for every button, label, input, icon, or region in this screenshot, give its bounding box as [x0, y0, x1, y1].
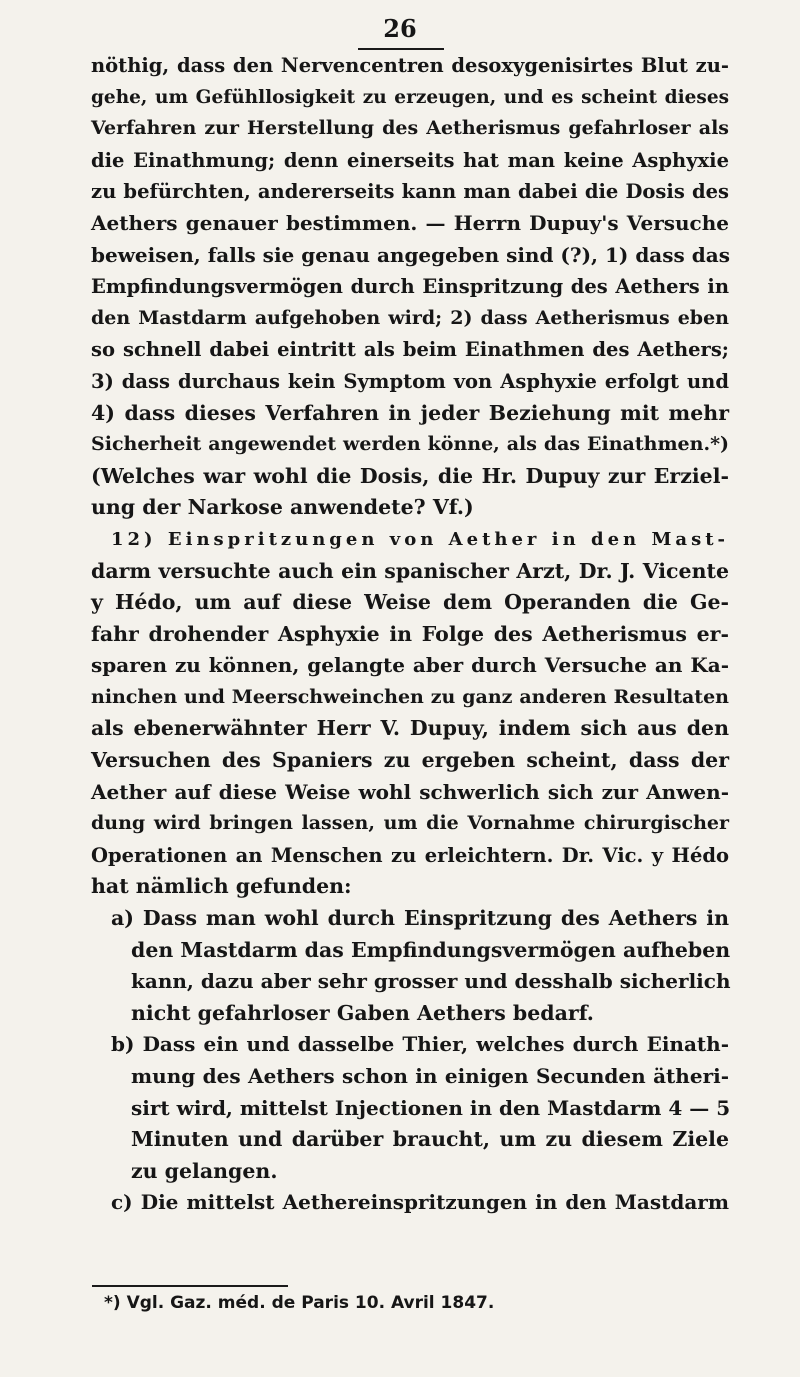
text-line: sparen zu können, gelangte aber durch Versuche an Ka-: [91, 653, 729, 678]
text-line: die Einathmung; denn einerseits hat man keine Asphyxie: [91, 148, 729, 172]
text-line: y Hédo, um auf diese Weise dem Operanden die Ge-: [91, 590, 729, 615]
text-line: 3) dass durchaus kein Symptom von Asphyxie erfolgt und: [91, 369, 729, 393]
body-text: [91, 50, 729, 1219]
list-item-c: c) Die mittelst Aethereinspritzungen in den Mastdarm: [111, 1190, 729, 1215]
list-item-b: b) Dass ein und dasselbe Thier, welches durch Einath-: [111, 1032, 729, 1057]
text-line: Verfahren zur Herstellung des Aetherismus gefahrloser als: [91, 117, 729, 140]
text-line: sirt wird, mittelst Injectionen in den Mastdarm 4 — 5: [131, 1095, 731, 1120]
text-line: nicht gefahrloser Gaben Aethers bedarf.: [131, 1000, 594, 1025]
text-line: gehe, um Gefühllosigkeit zu erzeugen, und es scheint dieses: [91, 86, 729, 108]
text-line: zu gelangen.: [131, 1158, 278, 1183]
footnote: *) Vgl. Gaz. méd. de Paris 10. Avril 1847.: [104, 1293, 495, 1313]
text-line: den Mastdarm aufgehoben wird; 2) dass Aetherismus eben: [91, 306, 729, 329]
text-line: Aethers genauer bestimmen. — Herrn Dupuy's Versuche: [91, 210, 729, 235]
text-line: Versuchen des Spaniers zu ergeben scheint, dass der: [91, 748, 729, 773]
text-line: zu befürchten, andererseits kann man dabei die Dosis des: [91, 180, 729, 204]
text-line: nöthig, dass den Nervencentren desoxygenisirtes Blut zu-: [91, 54, 729, 77]
text-line: den Mastdarm das Empfindungsvermögen aufheben: [131, 937, 731, 962]
page-number: 26: [383, 14, 417, 43]
text-line: beweisen, falls sie genau angegeben sind (?), 1) dass das: [91, 242, 730, 267]
text-line: fahr drohender Asphyxie in Folge des Aetherismus er-: [91, 621, 729, 646]
text-line: mung des Aethers schon in einigen Secunden ätheri-: [131, 1064, 729, 1088]
text-line: dung wird bringen lassen, um die Vornahme chirurgischer: [91, 812, 729, 835]
text-line: ung der Narkose anwendete? Vf.): [91, 495, 474, 520]
text-line: darm versuchte auch ein spanischer Arzt, Dr. J. Vicente: [91, 558, 729, 583]
text-line: (Welches war wohl die Dosis, die Hr. Dupuy zur Erziel-: [91, 463, 729, 488]
text-line: kann, dazu aber sehr grosser und desshalb sicherlich: [131, 969, 731, 994]
footnote-rule: [92, 1285, 288, 1287]
text-line: Aether auf diese Weise wohl schwerlich sich zur Anwen-: [91, 779, 729, 804]
text-line: 4) dass dieses Verfahren in jeder Beziehung mit mehr: [91, 400, 729, 425]
text-line: ninchen und Meerschweinchen zu ganz anderen Resultaten: [91, 685, 729, 708]
list-item-a: a) Dass man wohl durch Einspritzung des Aethers in: [111, 906, 729, 931]
text-line: Operationen an Menschen zu erleichtern. Dr. Vic. y Hédo: [91, 843, 729, 867]
text-line: Minuten und darüber braucht, um zu diesem Ziele: [131, 1127, 729, 1152]
text-line: hat nämlich gefunden:: [91, 874, 352, 899]
section-heading-line: 12) Einspritzungen von Aether in den Mast-: [111, 528, 729, 550]
text-line: so schnell dabei eintritt als beim Einathmen des Aethers;: [91, 338, 729, 362]
text-line: Empfindungsvermögen durch Einspritzung des Aethers in: [91, 275, 729, 299]
text-line: als ebenerwähnter Herr V. Dupuy, indem sich aus den: [91, 716, 729, 741]
text-line: Sicherheit angewendet werden könne, als das Einathmen.*): [91, 433, 729, 456]
